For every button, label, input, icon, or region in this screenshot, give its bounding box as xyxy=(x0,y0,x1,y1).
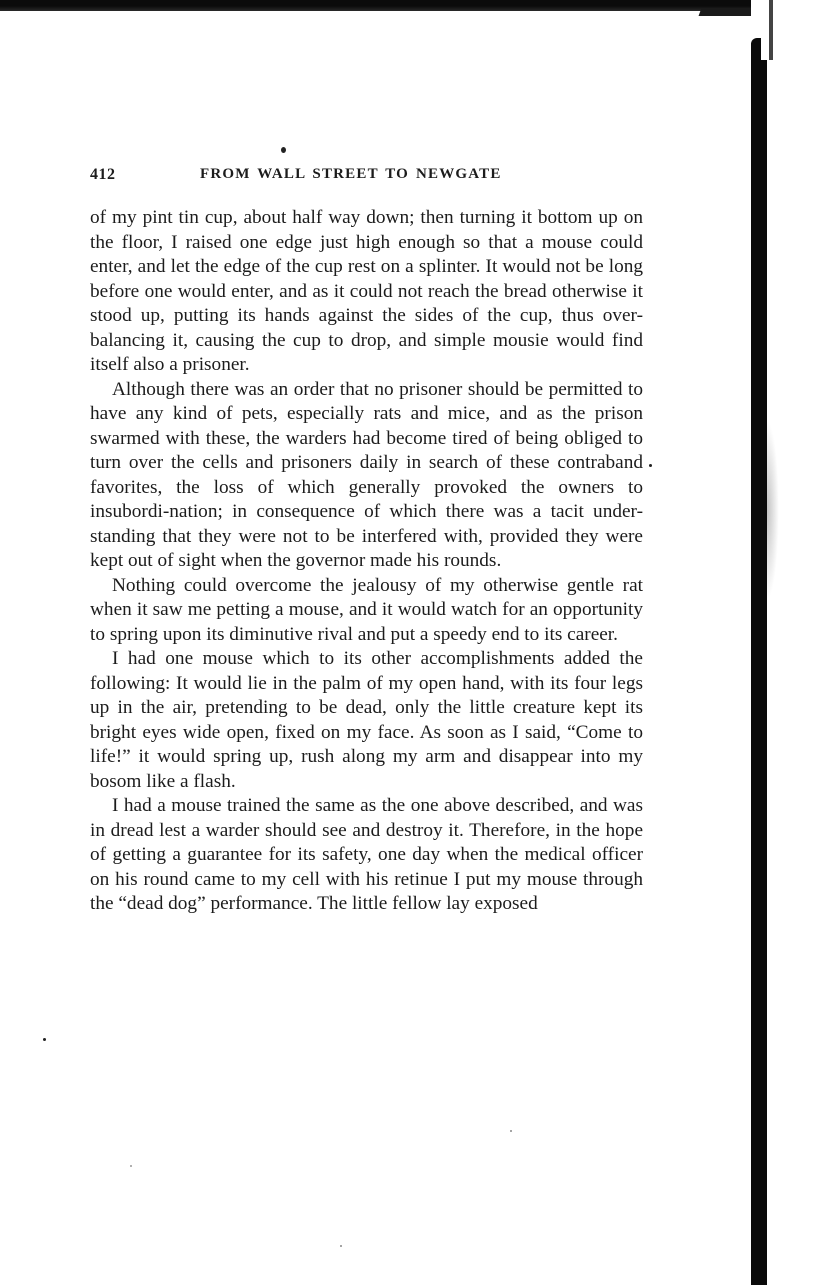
scan-right-border-thick xyxy=(751,60,767,1285)
paragraph: I had one mouse which to its other accomplishments added the following: It would lie in the palm of my open hand, with its four legs up in the air, pretending to be dead, only the little creature kept its bright eyes wide open, fixed on my face. As soon as I said, “Come to life!” it would spring up, rush along my arm and disappear into my bosom like a flash. xyxy=(90,648,643,792)
page-number: 412 xyxy=(90,166,116,183)
scan-speck xyxy=(43,1038,46,1041)
paragraph-continued: of my pint tin cup, about half way down; then turning it bottom up on the floor, I raised one edge just high enough so that a mouse could enter, and let the edge of the cup rest on a splinter. It would not be long before one would enter, and as it could not reach the bread otherwise it stood up, putting its hands against the sides of the cup, thus over-balancing it, causing the cup to drop, and simple mousie would find itself also a prisoner. xyxy=(90,207,643,375)
scan-right-border-thin xyxy=(769,0,773,60)
scan-right-border xyxy=(751,0,823,1285)
running-header xyxy=(90,166,646,190)
book-title-running-head: FROM WALL STREET TO NEWGATE xyxy=(200,166,502,182)
scan-top-border xyxy=(0,0,752,11)
scan-speck xyxy=(130,1165,132,1167)
body-text xyxy=(90,206,643,917)
paragraph: I had a mouse trained the same as the one above described, and was in dread lest a warder should see and destroy it. Therefore, in the hope of getting a guarantee for its safety, one day when the medical officer on his round came to my cell with his retinue I put my mouse through the “dead dog” performance. The little fellow lay exposed xyxy=(90,795,643,914)
scan-speck xyxy=(340,1245,342,1247)
scan-speck xyxy=(510,1130,512,1132)
scan-speck xyxy=(649,464,652,467)
paragraph: Nothing could overcome the jealousy of my otherwise gentle rat when it saw me petting a mouse, and it would watch for an opportunity to spring upon its diminutive rival and put a speedy end to its career. xyxy=(90,574,643,645)
scan-right-border-shadow xyxy=(767,420,779,600)
paragraph: Although there was an order that no prisoner should be permitted to have any kind of pets, especially rats and mice, and as the prison swarmed with these, the warders had become tired of being obliged to turn over the cells and prisoners daily in search of these contraband favorites, the loss of which generally provoked the owners to insubordi-nation; in consequence of which there was a tacit under-standing that they were not to be interfered with, provided they were kept out of sight when the governor made his rounds. xyxy=(90,378,643,571)
scan-speck xyxy=(281,147,286,153)
